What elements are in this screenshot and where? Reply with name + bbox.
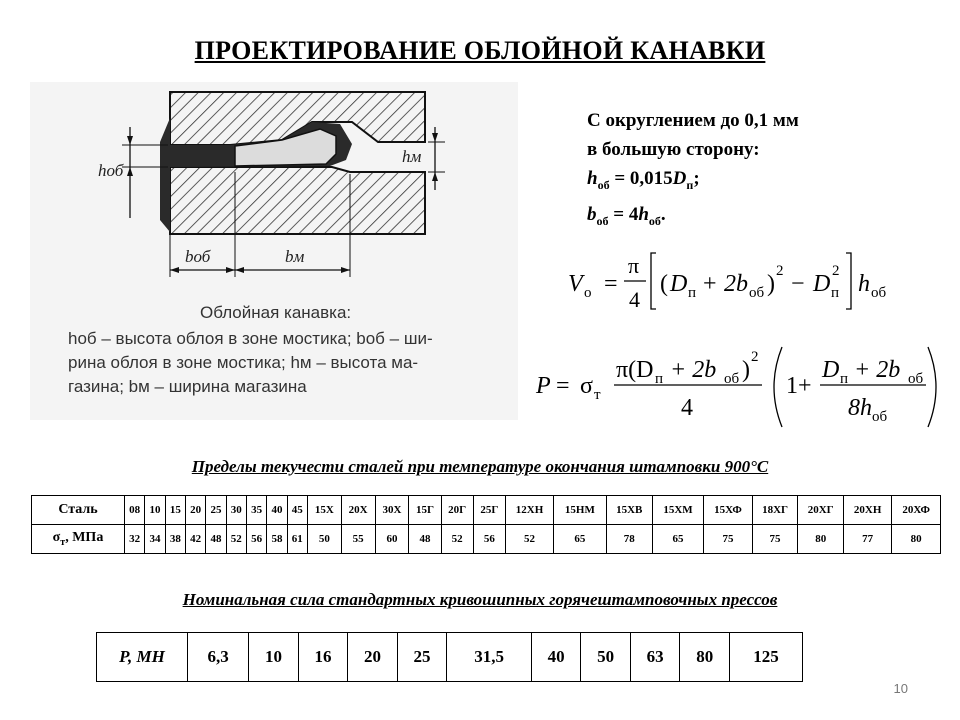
steel-grade-cell: 30	[226, 496, 246, 525]
svg-text:об: об	[872, 409, 888, 425]
steel-grade-cell: 18ХГ	[752, 496, 798, 525]
steel-grade-cell: 25	[206, 496, 226, 525]
yield-value-cell: 48	[409, 525, 441, 554]
press-force-cell: 20	[348, 633, 398, 682]
yield-value-cell: 52	[505, 525, 553, 554]
yield-value-cell: 61	[287, 525, 307, 554]
steel-grade-cell: 12ХН	[505, 496, 553, 525]
steel-grade-cell: 20ХГ	[798, 496, 844, 525]
yield-value-cell: 42	[185, 525, 205, 554]
svg-text:2: 2	[832, 263, 840, 279]
caption-line-3: рина облоя в зоне мостика; hм – высота ма-	[68, 353, 419, 372]
yield-value-cell: 77	[844, 525, 892, 554]
svg-text:π(D: π(D	[616, 357, 654, 383]
svg-text:2b: 2b	[724, 271, 748, 297]
press-force-cell: 25	[397, 633, 447, 682]
label-b-ob: bоб	[185, 247, 211, 266]
steel-grade-cell: 15ХМ	[652, 496, 703, 525]
svg-text:σ: σ	[580, 373, 593, 399]
steel-grade-cell: 20ХН	[844, 496, 892, 525]
svg-text:D: D	[822, 357, 840, 383]
steel-yield-table	[31, 495, 941, 554]
yield-value-cell: 55	[341, 525, 375, 554]
yield-value-cell: 78	[606, 525, 652, 554]
steel-grades-row	[32, 496, 941, 525]
yield-value-cell: 48	[206, 525, 226, 554]
steel-grade-cell: 20Г	[441, 496, 473, 525]
yield-value-cell: 56	[246, 525, 266, 554]
press-force-cell: 10	[249, 633, 299, 682]
svg-text:п: п	[688, 285, 697, 301]
lower-die	[170, 167, 425, 234]
steel-grade-cell: 10	[145, 496, 165, 525]
press-force-cell: 63	[630, 633, 680, 682]
svg-text:+: +	[703, 271, 717, 297]
force-formula	[530, 343, 940, 433]
page-title: ПРОЕКТИРОВАНИЕ ОБЛОЙНОЙ КАНАВКИ	[194, 36, 766, 65]
notes-line-1: С округлением до 0,1 мм	[587, 110, 799, 131]
svg-text:+ 2b: + 2b	[854, 357, 901, 383]
yield-value-cell: 56	[473, 525, 505, 554]
page-number: 10	[893, 681, 908, 696]
yield-value-cell: 60	[375, 525, 409, 554]
svg-text:=: =	[556, 373, 570, 399]
volume-formula	[560, 245, 920, 317]
steel-grade-cell: 20	[185, 496, 205, 525]
svg-text:h: h	[858, 271, 870, 297]
svg-text:D: D	[813, 271, 831, 297]
steel-grade-cell: 20Х	[341, 496, 375, 525]
steel-grade-cell: 45	[287, 496, 307, 525]
notes-line-2: в большую сторону:	[587, 139, 760, 160]
svg-text:об: об	[871, 285, 887, 301]
svg-text:4: 4	[681, 395, 693, 421]
steel-table-heading: Пределы текучести сталей при температуре окончания штамповки 900°С	[191, 457, 769, 476]
notes-line-3: $h_{об} = 0,015D_п$;	[587, 168, 700, 192]
caption-line-1: Облойная канавка:	[200, 303, 352, 322]
svg-text:=: =	[604, 271, 618, 297]
svg-text:): )	[767, 271, 775, 297]
steel-grade-cell: 15ХВ	[606, 496, 652, 525]
steel-grade-cell: 25Г	[473, 496, 505, 525]
svg-text:1+: 1+	[786, 373, 812, 399]
label-h-m: hм	[402, 147, 422, 166]
yield-value-cell: 50	[307, 525, 341, 554]
steel-grade-cell: 20ХФ	[892, 496, 941, 525]
press-force-cell: 40	[531, 633, 581, 682]
svg-text:о: о	[584, 285, 592, 301]
yield-value-cell: 52	[226, 525, 246, 554]
press-force-cell: 50	[581, 633, 631, 682]
svg-text:2: 2	[776, 263, 784, 279]
press-table-heading: Номинальная сила стандартных кривошипных горячештамповочных прессов	[182, 590, 778, 609]
svg-text:8h: 8h	[848, 395, 872, 421]
svg-text:п: п	[831, 285, 840, 301]
svg-text:п: п	[655, 371, 664, 387]
yield-value-cell: 34	[145, 525, 165, 554]
press-force-cell: 16	[298, 633, 348, 682]
steel-grade-cell: 35	[246, 496, 266, 525]
yield-value-cell: 80	[892, 525, 941, 554]
yield-value-cell: 52	[441, 525, 473, 554]
press-force-cell: 31,5	[447, 633, 532, 682]
yield-value-cell: 32	[125, 525, 145, 554]
yield-value-cell: 75	[752, 525, 798, 554]
press-row-label: Р, МН	[97, 633, 188, 682]
svg-text:D: D	[670, 271, 688, 297]
notes-line-4: $b_{об} = 4h_{об}$.	[587, 203, 666, 228]
steel-grade-cell: 15Х	[307, 496, 341, 525]
yield-value-cell: 65	[554, 525, 606, 554]
svg-text:(: (	[660, 271, 668, 297]
svg-text:−: −	[791, 271, 805, 297]
label-h-ob: hоб	[98, 161, 124, 180]
yield-value-cell: 65	[652, 525, 703, 554]
steel-grade-cell: 08	[125, 496, 145, 525]
svg-text:об: об	[724, 371, 740, 387]
sigma-row-label: $\sigma_т$, МПа	[32, 525, 125, 554]
steel-values-row	[32, 525, 941, 554]
flash-groove-drawing	[30, 82, 518, 420]
steel-grade-cell: 15НМ	[554, 496, 606, 525]
svg-text:+ 2b: + 2b	[670, 357, 717, 383]
flash-groove-figure	[30, 82, 518, 420]
yield-value-cell: 38	[165, 525, 185, 554]
label-b-m: bм	[285, 247, 305, 266]
svg-text:2: 2	[751, 349, 759, 365]
press-force-cell: 125	[729, 633, 802, 682]
rounding-notes	[587, 106, 799, 236]
svg-text:π: π	[628, 253, 640, 278]
svg-text:п: п	[840, 371, 849, 387]
yield-value-cell: 80	[798, 525, 844, 554]
svg-text:P: P	[536, 373, 551, 399]
caption-line-4: газина; bм – ширина магазина	[68, 377, 307, 396]
caption-line-2: hоб – высота облоя в зоне мостика; bоб – ши-	[68, 329, 433, 348]
steel-grade-cell: 15Г	[409, 496, 441, 525]
steel-grade-cell: 15	[165, 496, 185, 525]
press-force-cell: 6,3	[188, 633, 249, 682]
yield-value-cell: 75	[704, 525, 753, 554]
svg-text:4: 4	[629, 287, 640, 312]
steel-grade-cell: 30Х	[375, 496, 409, 525]
steel-grade-cell: 15ХФ	[704, 496, 753, 525]
press-force-cell: 80	[680, 633, 730, 682]
svg-text:т: т	[594, 387, 601, 403]
steel-row-label: Сталь	[32, 496, 125, 525]
svg-text:V: V	[568, 271, 583, 297]
svg-text:об: об	[908, 371, 924, 387]
press-force-table	[96, 632, 803, 682]
steel-grade-cell: 40	[267, 496, 287, 525]
svg-text:об: об	[749, 285, 765, 301]
press-force-row	[97, 633, 803, 682]
yield-value-cell: 58	[267, 525, 287, 554]
svg-text:): )	[742, 357, 750, 383]
